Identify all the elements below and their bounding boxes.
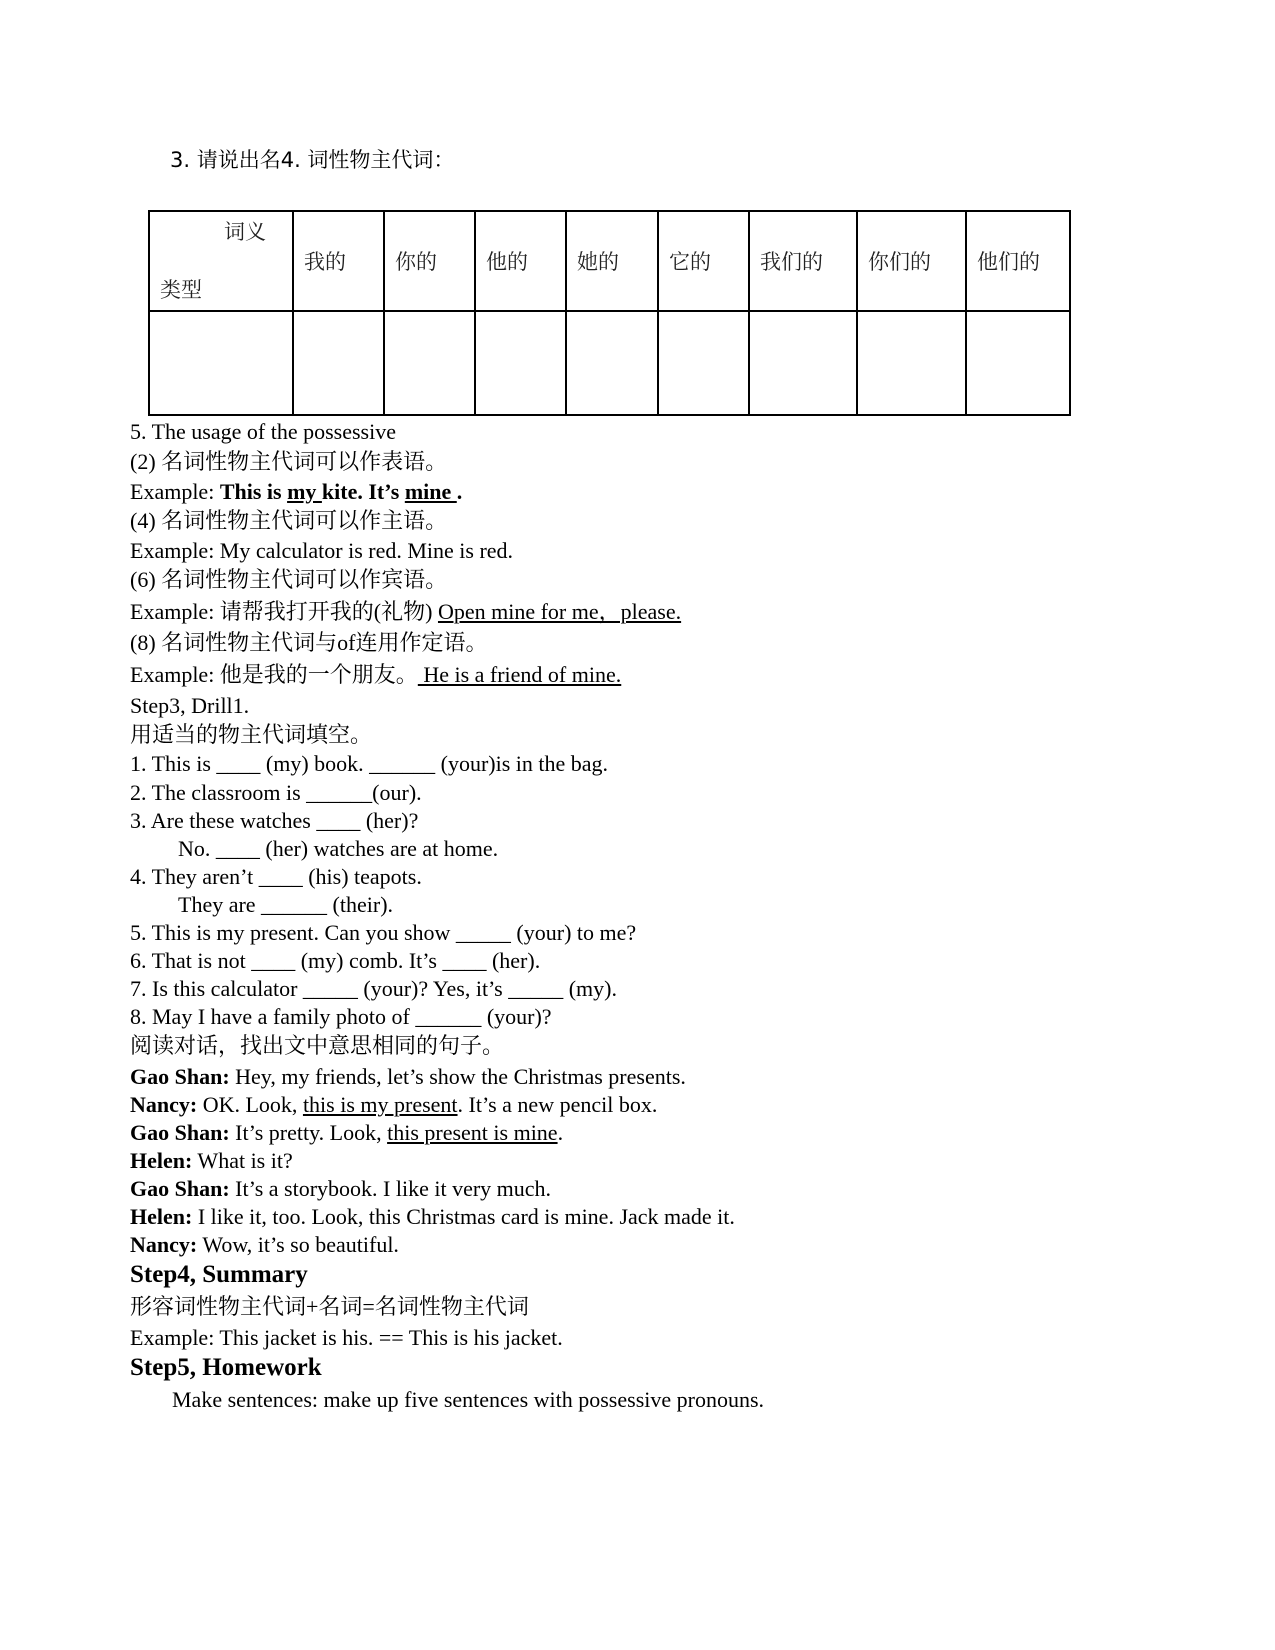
table-corner-cell (149, 211, 293, 311)
table-answer-cell (475, 311, 566, 415)
drill-line: 5. This is my present. Can you show _____ (your) to me? (130, 920, 637, 945)
table-header-cell: 你们的 (857, 211, 966, 311)
dialogue-line (130, 1203, 735, 1231)
drill-line: 7. Is this calculator _____ (your)? Yes, it’s _____ (my). (130, 976, 617, 1001)
dialogue-line (130, 1091, 657, 1119)
table-answer-cell (966, 311, 1070, 415)
possessive-pronoun-table (148, 210, 1071, 416)
dialogue-line (130, 1231, 399, 1259)
usage-example-8 (130, 661, 621, 689)
dialogue-text: . It’s a new pencil box. (457, 1092, 658, 1117)
homework-text: Make sentences: make up five sentences with possessive pronouns. (172, 1387, 765, 1412)
dialogue-text: . (557, 1120, 564, 1145)
usage-example-4: Example: My calculator is red. Mine is red. (130, 538, 514, 563)
table-answer-cell (149, 311, 293, 415)
example-underlined: Open mine for me，please. (437, 599, 682, 624)
usage-example-6 (130, 598, 681, 626)
table-answer-cell (749, 311, 857, 415)
table-answer-cell (658, 311, 749, 415)
example-underlined: mine (404, 479, 457, 504)
drill-line: They are ______ (their). (178, 892, 394, 917)
dialogue-text: It’s a storybook. I like it very much. (229, 1176, 552, 1201)
speaker-name: Nancy: (130, 1232, 198, 1257)
dialogue-text: I like it, too. Look, this Christmas card is mine. Jack made it. (192, 1204, 735, 1229)
table-header-row (149, 211, 1070, 311)
drill-step: Step3, Drill1. (130, 693, 250, 718)
speaker-name: Nancy: (130, 1092, 198, 1117)
table-answer-cell (384, 311, 475, 415)
speaker-name: Gao Shan: (130, 1120, 230, 1145)
example-text: Example: 请帮我打开我的(礼物) (130, 599, 438, 624)
table-header-cell: 他们的 (966, 211, 1070, 311)
example-text: . (456, 479, 463, 504)
table-header-cell: 我们的 (749, 211, 857, 311)
example-text: Example: 他是我的一个朋友。 (130, 662, 418, 687)
dialogue-text: What is it? (192, 1148, 293, 1173)
usage-item-4: (4) 名词性物主代词可以作主语。 (130, 508, 448, 533)
usage-example-2 (130, 478, 462, 506)
drill-line: 1. This is ____ (my) book. ______ (your)is in the bag. (130, 751, 609, 776)
example-underlined: He is a friend of mine. (417, 662, 622, 687)
usage-item-6: (6) 名词性物主代词可以作宾语。 (130, 567, 448, 592)
drill-line: 3. Are these watches ____ (her)? (130, 808, 419, 833)
table-answer-cell (857, 311, 966, 415)
table-header-cell: 你的 (384, 211, 475, 311)
dialogue-text: OK. Look, (197, 1092, 303, 1117)
corner-label-meaning: 词义 (224, 220, 266, 244)
table-header-cell: 她的 (566, 211, 658, 311)
table-answer-row (149, 311, 1070, 415)
intro-line: 3. 请说出名4. 词性物主代词： (170, 148, 455, 172)
usage-item-2: (2) 名词性物主代词可以作表语。 (130, 449, 448, 474)
dialogue-text: Hey, my friends, let’s show the Christmas presents. (229, 1064, 686, 1089)
speaker-name: Helen: (130, 1204, 193, 1229)
dialogue-line (130, 1147, 293, 1175)
table-header-cell: 我的 (293, 211, 384, 311)
drill-line: 8. May I have a family photo of ______ (your)? (130, 1004, 552, 1029)
dialogue-line (130, 1119, 563, 1147)
dialogue-text: Wow, it’s so beautiful. (197, 1232, 399, 1257)
table-header-cell: 他的 (475, 211, 566, 311)
dialogue-underlined: this present is mine (387, 1120, 558, 1145)
drill-line: 2. The classroom is ______(our). (130, 780, 422, 805)
homework-heading: Step5, Homework (130, 1354, 322, 1381)
usage-title: 5. The usage of the possessive (130, 419, 396, 444)
summary-heading: Step4, Summary (130, 1261, 308, 1288)
drill-line: 6. That is not ____ (my) comb. It’s ____ (her). (130, 948, 541, 973)
table-answer-cell (566, 311, 658, 415)
table-answer-cell (293, 311, 384, 415)
corner-label-type: 类型 (160, 278, 202, 302)
table-header-cell: 它的 (658, 211, 749, 311)
drill-line: 4. They aren’t ____ (his) teapots. (130, 864, 422, 889)
drill-line: No. ____ (her) watches are at home. (178, 836, 499, 861)
speaker-name: Gao Shan: (130, 1064, 230, 1089)
example-text: This is (219, 479, 288, 504)
usage-item-8: (8) 名词性物主代词与of连用作定语。 (130, 630, 488, 655)
speaker-name: Helen: (130, 1148, 193, 1173)
dialogue-instruction: 阅读对话，找出文中意思相同的句子。 (130, 1033, 505, 1058)
dialogue-text: It’s pretty. Look, (229, 1120, 388, 1145)
summary-rule: 形容词性物主代词+名词=名词性物主代词 (130, 1294, 529, 1319)
speaker-name: Gao Shan: (130, 1176, 230, 1201)
dialogue-line (130, 1175, 551, 1203)
example-underlined: my (287, 479, 322, 504)
example-text: kite. It’s (321, 479, 405, 504)
drill-instruction: 用适当的物主代词填空。 (130, 722, 373, 747)
dialogue-underlined: this is my present (302, 1092, 458, 1117)
summary-example: Example: This jacket is his. == This is his jacket. (130, 1325, 563, 1350)
example-label: Example: (130, 479, 220, 504)
dialogue-line (130, 1063, 686, 1091)
